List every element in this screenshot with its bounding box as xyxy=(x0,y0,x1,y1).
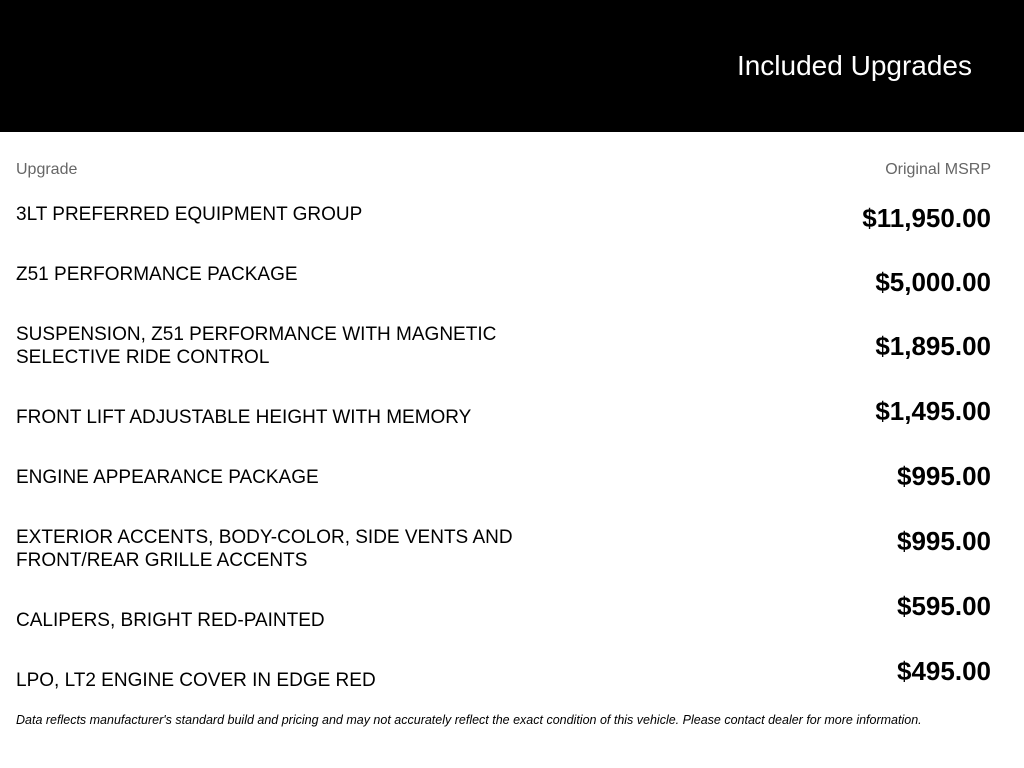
upgrade-name: Z51 PERFORMANCE PACKAGE xyxy=(16,264,298,285)
table-row xyxy=(16,263,991,323)
table-row xyxy=(16,443,991,503)
upgrade-price: $995.00 xyxy=(897,526,991,556)
table-row xyxy=(16,323,991,383)
upgrade-price: $1,895.00 xyxy=(875,331,991,361)
table-row xyxy=(16,503,991,571)
upgrade-name: 3LT PREFERRED EQUIPMENT GROUP xyxy=(16,204,363,225)
upgrade-name: FRONT LIFT ADJUSTABLE HEIGHT WITH MEMORY xyxy=(16,407,472,428)
upgrade-price: $11,950.00 xyxy=(862,203,991,233)
upgrade-name: CALIPERS, BRIGHT RED-PAINTED xyxy=(16,610,325,631)
table-row xyxy=(16,623,991,691)
upgrade-price: $595.00 xyxy=(897,591,991,621)
upgrade-price: $995.00 xyxy=(897,461,991,491)
upgrade-name: EXTERIOR ACCENTS, BODY-COLOR, SIDE VENTS AND FRONT/REAR GRILLE ACCENTS xyxy=(16,527,513,571)
disclaimer-text: Data reflects manufacturer's standard build and pricing and may not accurately reflect the exact condition of this vehicle. Please contact dealer for more information. xyxy=(16,713,922,727)
upgrade-name: ENGINE APPEARANCE PACKAGE xyxy=(16,467,319,488)
column-header-upgrade: Upgrade xyxy=(16,161,78,178)
page-title: Included Upgrades xyxy=(736,50,972,81)
table-row xyxy=(16,563,991,631)
upgrade-name: SUSPENSION, Z51 PERFORMANCE WITH MAGNETIC SELECTIVE RIDE CONTROL xyxy=(16,324,497,368)
upgrade-price: $1,495.00 xyxy=(875,396,991,426)
upgrade-name: LPO, LT2 ENGINE COVER IN EDGE RED xyxy=(16,670,376,691)
table-row xyxy=(16,383,991,443)
upgrade-price: $5,000.00 xyxy=(875,267,991,297)
header-banner xyxy=(0,0,1024,132)
upgrade-price: $495.00 xyxy=(897,656,991,686)
column-header-msrp: Original MSRP xyxy=(885,161,991,178)
table-row xyxy=(16,203,991,263)
